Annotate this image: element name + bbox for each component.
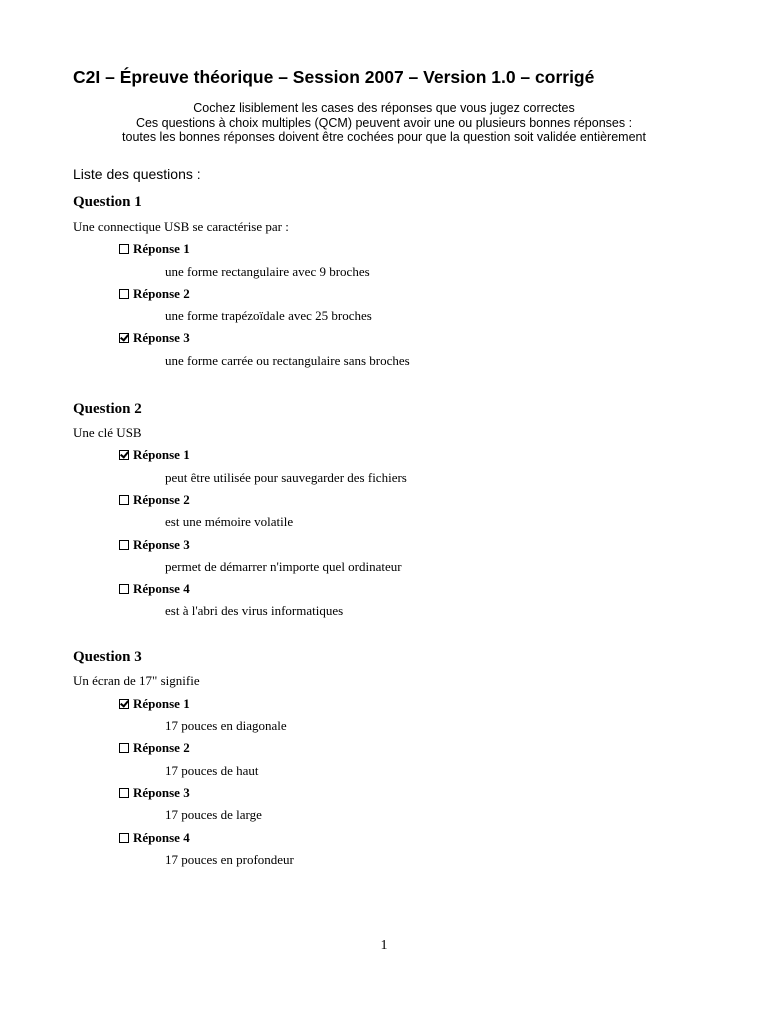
answer-label: Réponse 1 — [133, 241, 190, 256]
instruction-line: toutes les bonnes réponses doivent être cochées pour que la question soit validée entièrement — [122, 130, 646, 144]
answer-option[interactable] — [119, 492, 190, 508]
page-number: 1 — [380, 938, 388, 953]
answer-label: Réponse 2 — [133, 740, 190, 755]
answer-label: Réponse 2 — [133, 286, 190, 301]
answer-text: une forme trapézoïdale avec 25 broches — [165, 308, 372, 323]
answer-text: permet de démarrer n'importe quel ordinateur — [165, 559, 402, 574]
question-heading: Question 2 — [73, 401, 142, 417]
question-text: Un écran de 17" signifie — [73, 673, 200, 688]
answer-option[interactable] — [119, 696, 190, 712]
answer-text: est à l'abri des virus informatiques — [165, 603, 344, 618]
checkbox-icon[interactable] — [119, 289, 129, 299]
answer-text: peut être utilisée pour sauvegarder des fichiers — [165, 470, 407, 485]
checkbox-icon[interactable] — [119, 743, 129, 753]
answer-label: Réponse 2 — [133, 492, 190, 507]
question-text: Une connectique USB se caractérise par : — [73, 219, 289, 234]
answer-option[interactable] — [119, 330, 190, 346]
checked-checkbox-icon[interactable] — [119, 699, 129, 709]
checked-checkbox-icon[interactable] — [119, 333, 129, 343]
answer-option[interactable] — [119, 537, 190, 553]
checkbox-icon[interactable] — [119, 584, 129, 594]
answer-label: Réponse 3 — [133, 537, 190, 552]
answer-label: Réponse 4 — [133, 581, 190, 596]
checked-checkbox-icon[interactable] — [119, 450, 129, 460]
instruction-line: Cochez lisiblement les cases des réponses que vous jugez correctes — [193, 101, 575, 115]
page-title: C2I – Épreuve théorique – Session 2007 – Version 1.0 – corrigé — [73, 67, 595, 87]
answer-option[interactable] — [119, 830, 190, 846]
answer-option[interactable] — [119, 447, 190, 463]
checkbox-icon[interactable] — [119, 788, 129, 798]
question-heading: Question 1 — [73, 194, 142, 210]
checkbox-icon[interactable] — [119, 495, 129, 505]
question-list-title: Liste des questions : — [73, 166, 201, 182]
answer-option[interactable] — [119, 785, 190, 801]
answer-text: 17 pouces de large — [165, 807, 262, 822]
answer-text: 17 pouces de haut — [165, 763, 259, 778]
question-text: Une clé USB — [73, 425, 142, 440]
answer-text: une forme rectangulaire avec 9 broches — [165, 264, 370, 279]
answer-option[interactable] — [119, 581, 190, 597]
answer-label: Réponse 1 — [133, 447, 190, 462]
instruction-line: Ces questions à choix multiples (QCM) peuvent avoir une ou plusieurs bonnes réponses : — [135, 116, 633, 130]
answer-text: 17 pouces en profondeur — [165, 852, 294, 867]
answer-option[interactable] — [119, 286, 190, 302]
answer-text: une forme carrée ou rectangulaire sans broches — [165, 353, 410, 368]
answer-label: Réponse 1 — [133, 696, 190, 711]
answer-label: Réponse 3 — [133, 330, 190, 345]
answer-label: Réponse 3 — [133, 785, 190, 800]
answer-text: 17 pouces en diagonale — [165, 718, 287, 733]
question-heading: Question 3 — [73, 649, 142, 665]
answer-text: est une mémoire volatile — [165, 514, 294, 529]
answer-option[interactable] — [119, 241, 190, 257]
answer-option[interactable] — [119, 740, 190, 756]
checkbox-icon[interactable] — [119, 244, 129, 254]
answer-label: Réponse 4 — [133, 830, 190, 845]
checkbox-icon[interactable] — [119, 540, 129, 550]
checkbox-icon[interactable] — [119, 833, 129, 843]
